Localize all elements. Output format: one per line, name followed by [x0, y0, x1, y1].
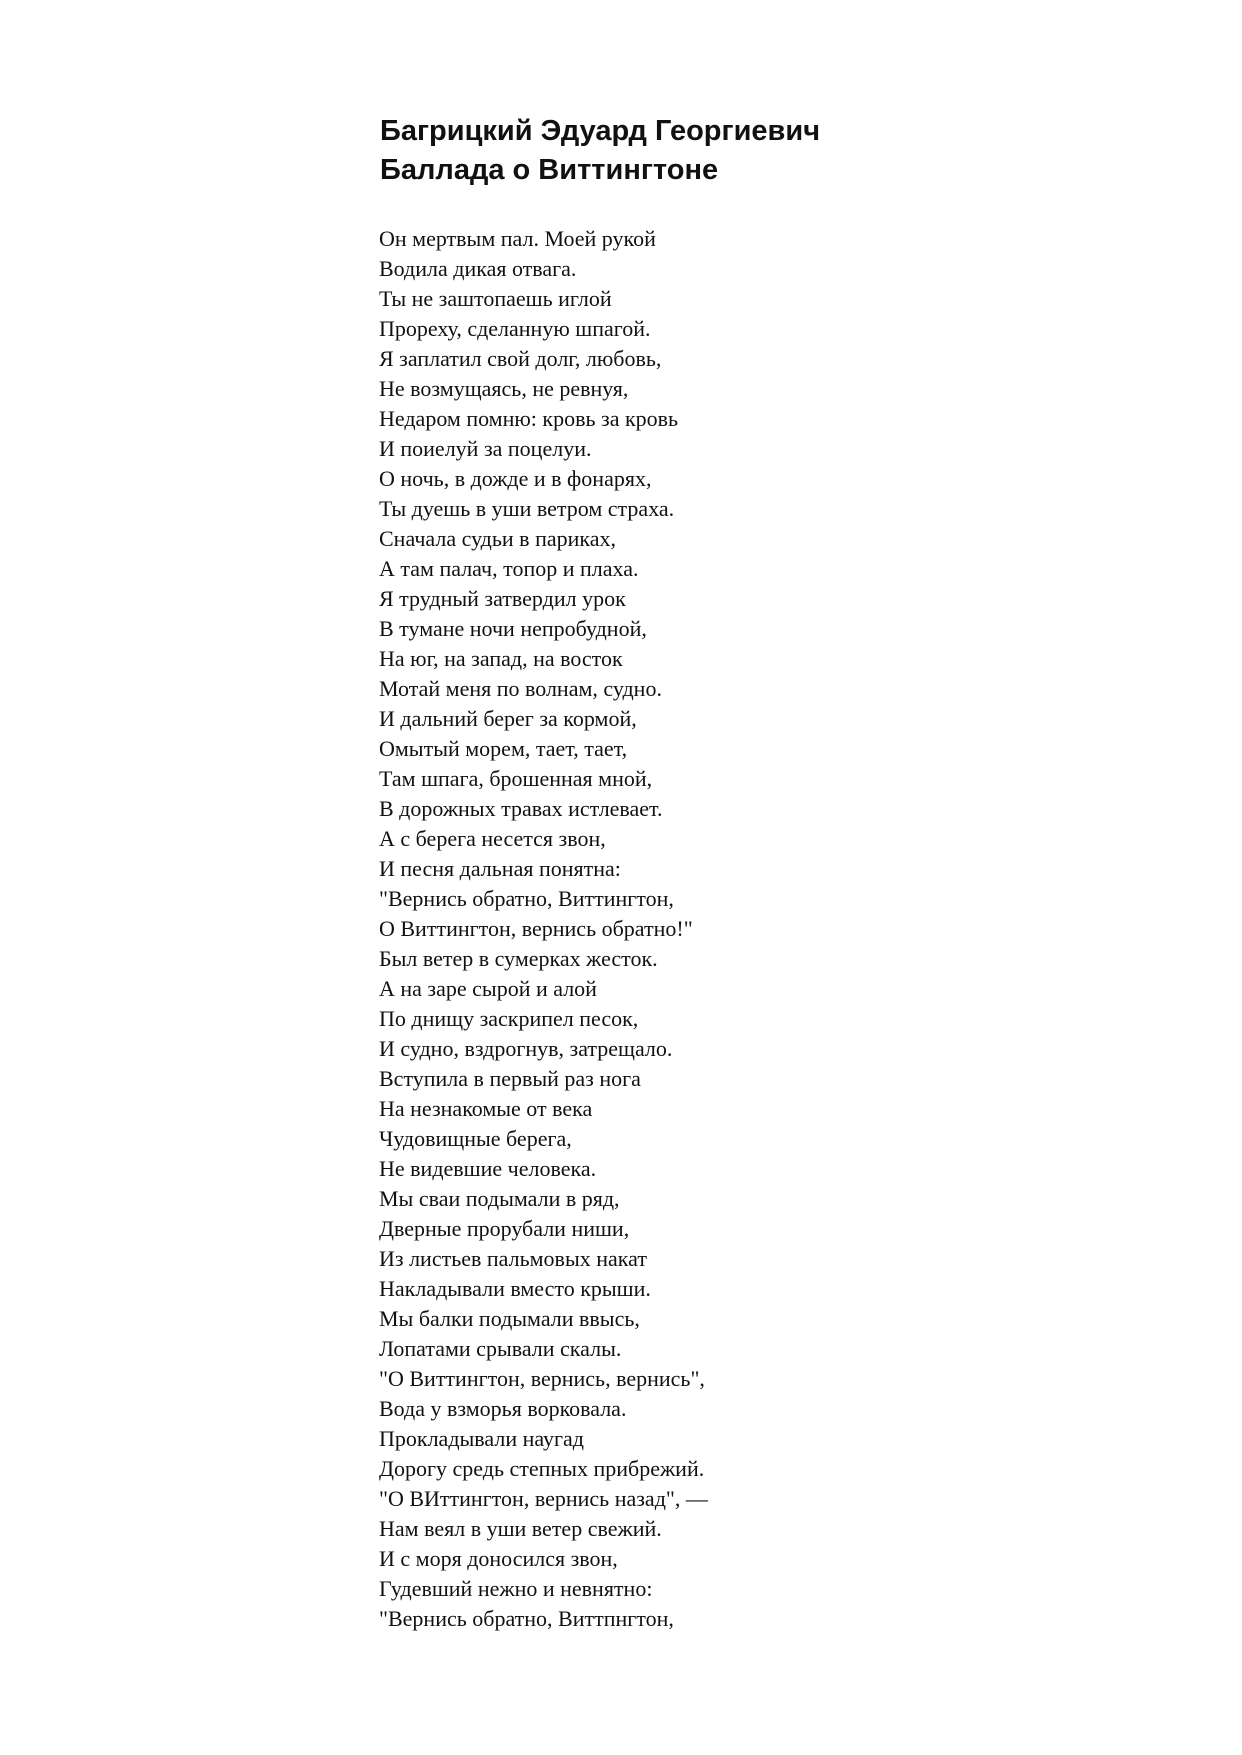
poem-line: В дорожных травах истлевает. — [379, 796, 663, 821]
poem-line: Не возмущаясь, не ревнуя, — [379, 376, 629, 401]
poem-line: Сначала судьи в париках, — [379, 526, 617, 551]
poem-line: А там палач, топор и плаха. — [379, 556, 639, 581]
poem-line: Дорогу средь степных прибрежий. — [379, 1456, 705, 1481]
poem-line: О ночь, в дожде и в фонарях, — [379, 466, 652, 491]
poem-line: Ты дуешь в уши ветром страха. — [379, 496, 675, 521]
poem-line: По днищу заскрипел песок, — [379, 1006, 639, 1031]
poem-line: Водила дикая отвага. — [379, 256, 577, 281]
poem-line: Он мертвым пал. Моей рукой — [379, 226, 656, 251]
poem-title: Баллада о Виттингтоне — [380, 154, 719, 186]
poem-line: Я заплатил свой долг, любовь, — [379, 346, 662, 371]
poem-line: Чудовищные берега, — [379, 1126, 572, 1151]
poem-line: Лопатами срывали скалы. — [379, 1336, 622, 1361]
poem-line: "О ВИттингтон, вернись назад", — — [379, 1486, 708, 1511]
poem-line: И песня дальная понятна: — [379, 856, 621, 881]
poem-line: Нам веял в уши ветер свежий. — [379, 1516, 662, 1541]
poem-line: Прореху, сделанную шпагой. — [379, 316, 651, 341]
poem-line: Там шпага, брошенная мной, — [379, 766, 653, 791]
poem-line: Я трудный затвердил урок — [379, 586, 626, 611]
poem-line: Ты не заштопаешь иглой — [379, 286, 612, 311]
poem-line: Мы сваи подымали в ряд, — [379, 1186, 620, 1211]
poem-line: Омытый морем, тает, тает, — [379, 736, 628, 761]
poem-line: "О Виттингтон, вернись, вернись", — [379, 1366, 705, 1391]
poem-body — [379, 224, 1139, 1634]
poem-line: А на заре сырой и алой — [379, 976, 597, 1001]
poem-line: На незнакомые от века — [379, 1096, 593, 1121]
poem-line: Гудевший нежно и невнятно: — [379, 1576, 653, 1601]
poem-line: И судно, вздрогнув, затрещало. — [379, 1036, 673, 1061]
poem-line: "Вернись обратно, Виттингтон, — [379, 886, 674, 911]
poem-line: Вступила в первый раз нога — [379, 1066, 641, 1091]
poem-line: Мы балки подымали ввысь, — [379, 1306, 640, 1331]
poem-line: Накладывали вместо крыши. — [379, 1276, 651, 1301]
poem-line: "Вернись обратно, Виттпнгтон, — [379, 1606, 674, 1631]
poem-line: И поиелуй за поцелуи. — [379, 436, 592, 461]
poem-line: В тумане ночи непробудной, — [379, 616, 647, 641]
poem-line: И дальний берег за кормой, — [379, 706, 637, 731]
poem-line: Не видевшие человека. — [379, 1156, 597, 1181]
poem-line: Мотай меня по волнам, судно. — [379, 676, 662, 701]
poem-line: Дверные прорубали ниши, — [379, 1216, 630, 1241]
poem-line: На юг, на запад, на восток — [379, 646, 623, 671]
poem-line: А с берега несется звон, — [379, 826, 606, 851]
poem-line: О Виттингтон, вернись обратно!" — [379, 916, 693, 941]
poem-line: Из листьев пальмовых накат — [379, 1246, 647, 1271]
poem-line: Вода у взморья ворковала. — [379, 1396, 627, 1421]
author-name: Багрицкий Эдуард Георгиевич — [380, 115, 821, 147]
poem-line: Был ветер в сумерках жесток. — [379, 946, 658, 971]
document-header — [380, 112, 1140, 190]
poem-line: Прокладывали наугад — [379, 1426, 585, 1451]
poem-line: И с моря доносился звон, — [379, 1546, 618, 1571]
poem-line: Недаром помню: кровь за кровь — [379, 406, 679, 431]
